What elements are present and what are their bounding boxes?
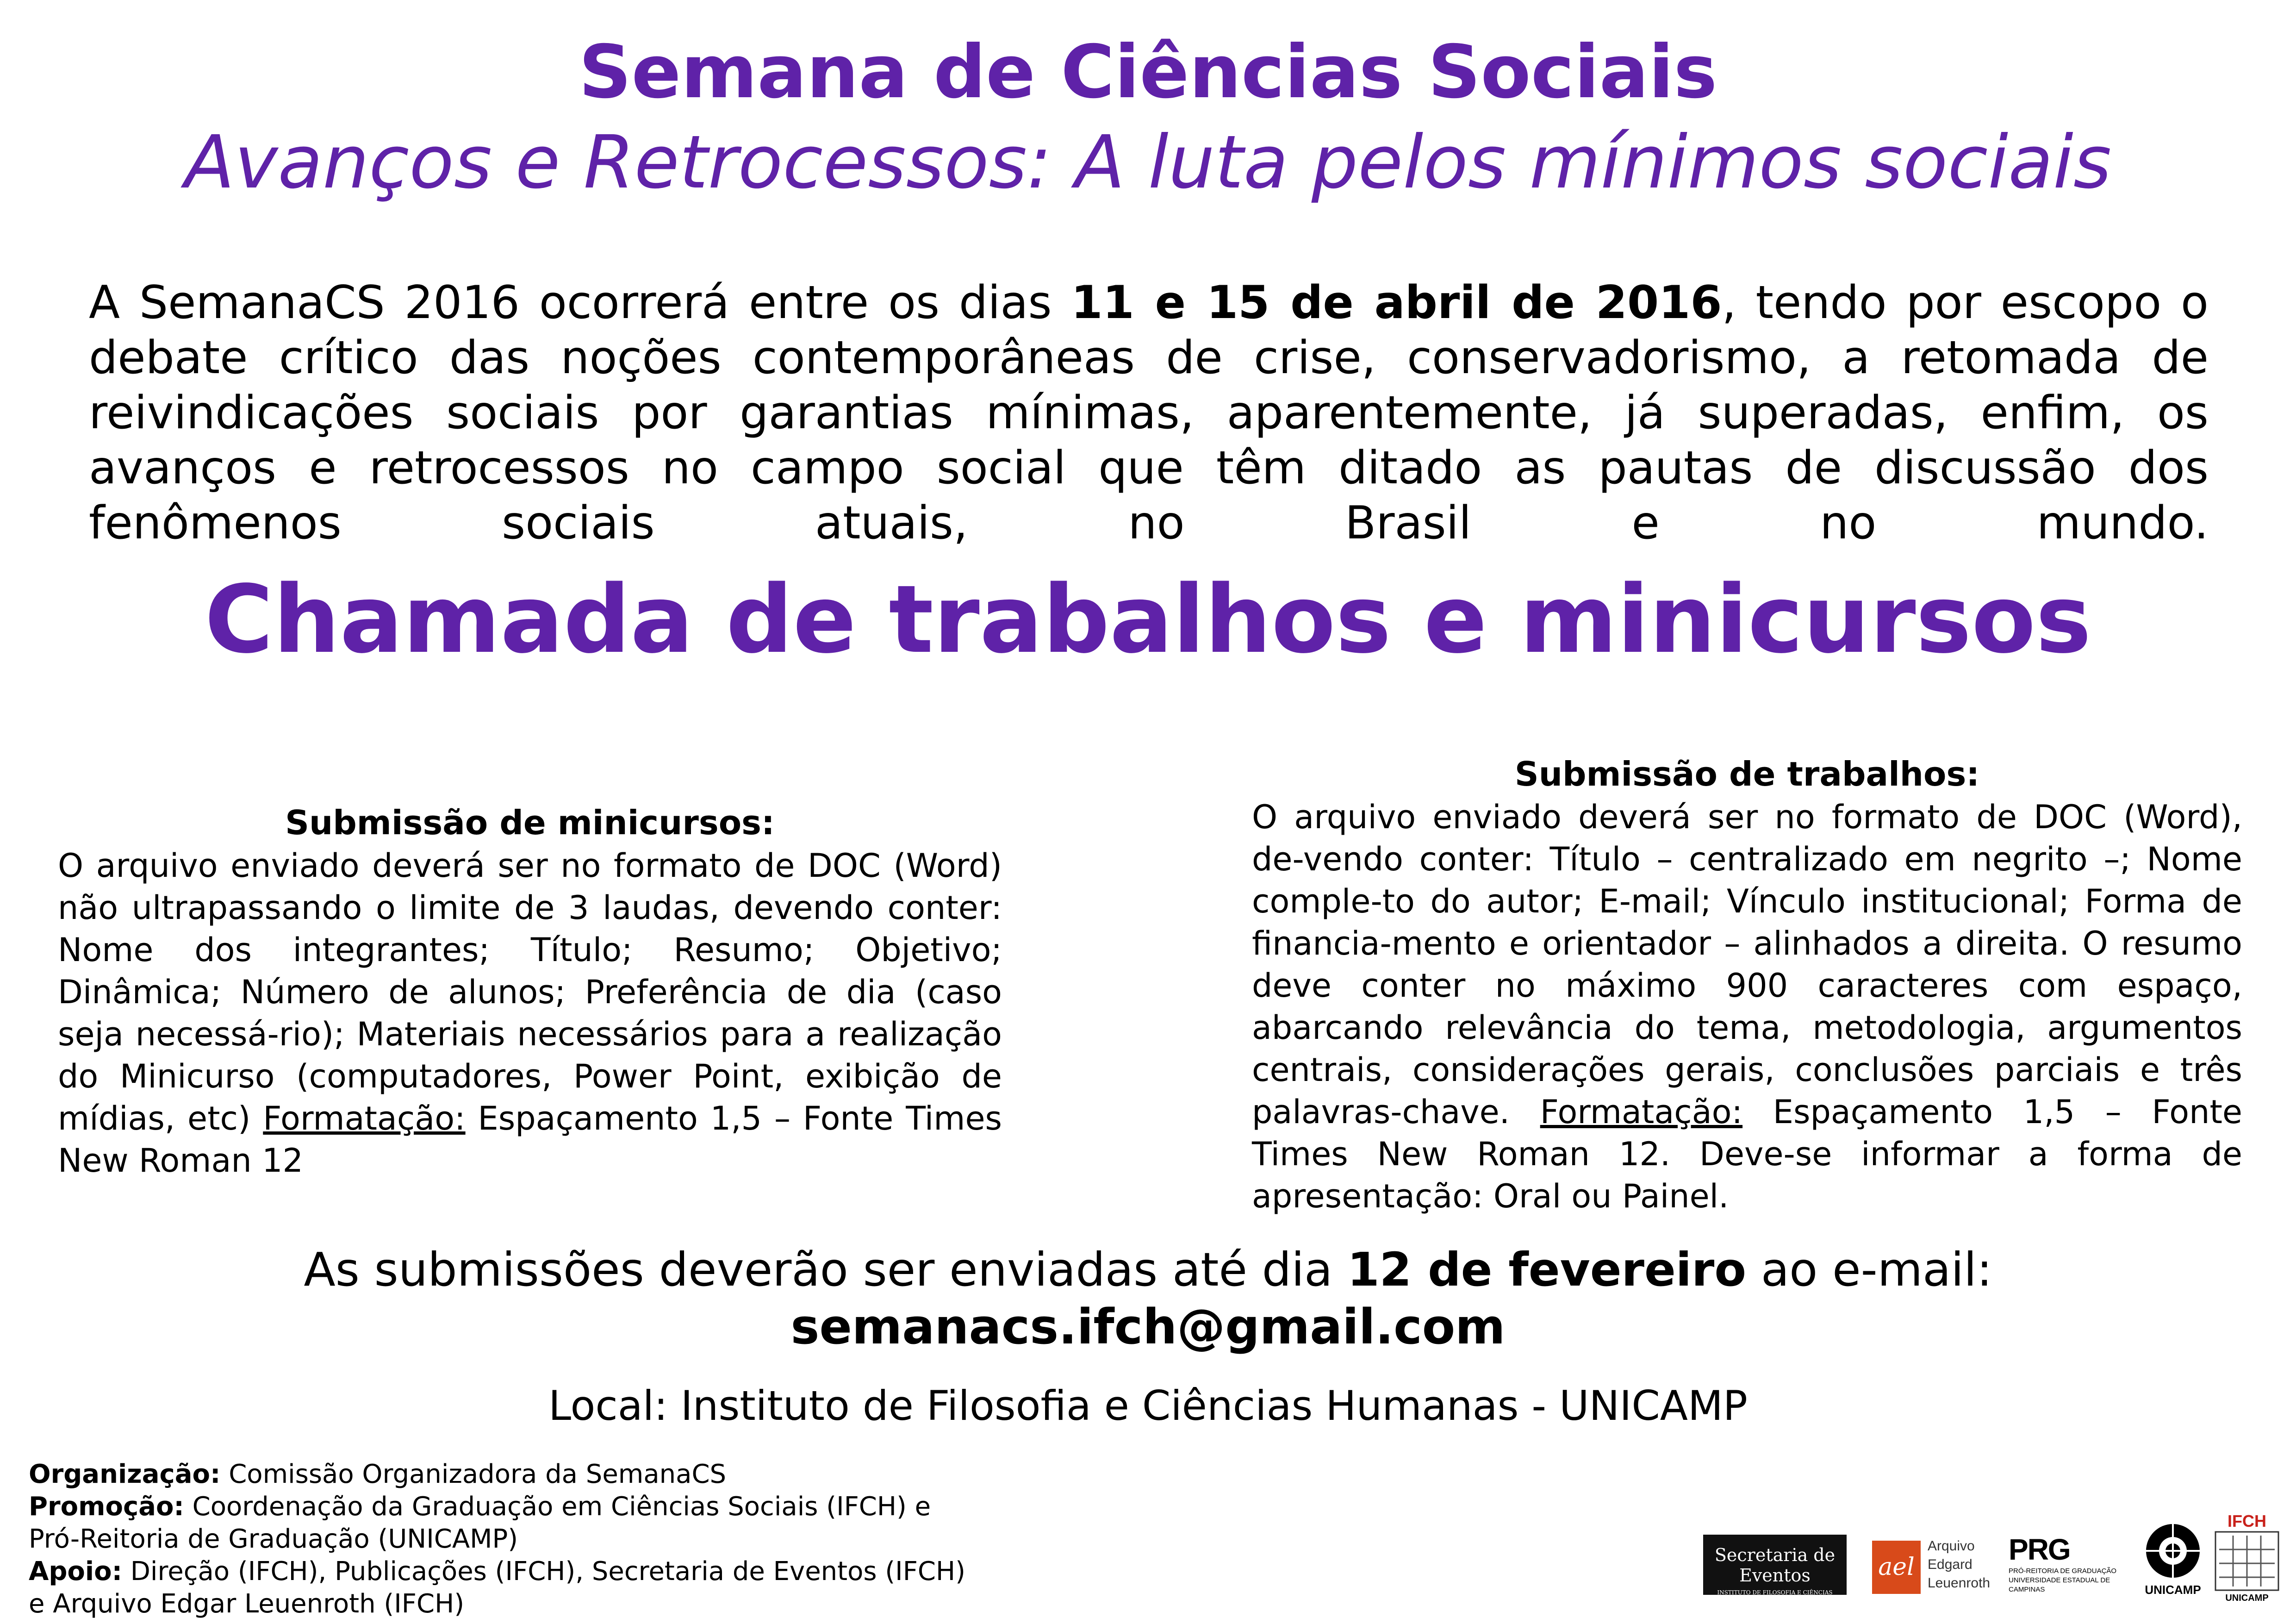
deadline-text-end: ao e-mail: <box>1746 1243 1992 1297</box>
credits-promocao <box>29 1491 965 1523</box>
credits-apoio-cont: e Arquivo Edgar Leuenroth (IFCH) <box>29 1589 465 1619</box>
secretaria-logo-text: Secretaria de Eventos <box>1714 1545 1836 1586</box>
trabalhos-text: O arquivo enviado deverá ser no formato de DOC (Word), de-vendo conter: Título – centralizado em negrito –; Nome comple-to do autor; E-mail; Vínculo institucional; Forma de financia-mento e orientador – alinhados a direita. O resumo deve conter no máximo 900 caracteres com espaço, abarcando relevância do tema, metodologia, argumentos centrais, considerações gerais, conclusões parciais e três palavras-chave. <box>1252 798 2242 1131</box>
minicursos-text: O arquivo enviado deverá ser no formato de DOC (Word) não ultrapassando o limite de 3 laudas, devendo conter: Nome dos integrantes; Título; Resumo; Objetivo; Dinâmica; Número de alunos; Preferência de dia (caso seja necessá-rio); Materiais necessários para a realização do Minicurso (computadores, Power Point, exibição de mídias, etc) <box>58 847 1002 1137</box>
prg-subtext-2: UNIVERSIDADE ESTADUAL DE CAMPINAS <box>2009 1576 2110 1593</box>
page-subtitle: Avanços e Retrocessos: A luta pelos mínimos sociais <box>184 120 2112 205</box>
ael-text-1: Arquivo <box>1928 1538 1975 1554</box>
trabalhos-heading: Submissão de trabalhos: <box>1514 755 1980 793</box>
event-location: Local: Instituto de Filosofia e Ciências Humanas - UNICAMP <box>548 1382 1748 1430</box>
prg-logo <box>2009 1532 2134 1595</box>
intro-dates: 11 e 15 de abril de 2016 <box>1071 276 1722 329</box>
credits-promocao-cont: Pró-Reitoria de Graduação (UNICAMP) <box>29 1524 518 1554</box>
promo-label: Promoção: <box>29 1492 184 1522</box>
submission-email: semanacs.ifch@gmail.com <box>790 1299 1506 1355</box>
trabalhos-body <box>1252 796 2242 1218</box>
minicursos-format-label: Formatação: <box>263 1099 466 1137</box>
secretaria-eventos-logo <box>1703 1535 1847 1602</box>
ael-logo <box>1872 1537 1992 1597</box>
ifch-logo <box>2212 1512 2282 1609</box>
minicursos-body <box>58 845 1002 1182</box>
minicursos-format-text: Espaçamento 1,5 – Fonte Times New Roman 12 <box>58 1099 1002 1180</box>
promo-text: Coordenação da Graduação em Ciências Sociais (IFCH) e <box>184 1492 931 1522</box>
ael-text-3: Leuenroth <box>1928 1575 1991 1591</box>
submission-deadline <box>0 1241 2296 1299</box>
ael-text-2: Edgard <box>1928 1557 1972 1572</box>
ifch-text: IFCH <box>2228 1512 2266 1530</box>
unicamp-emblem-icon <box>2143 1521 2203 1581</box>
page-title: Semana de Ciências Sociais <box>579 30 1717 115</box>
apoio-text: Direção (IFCH), Publicações (IFCH), Secretaria de Eventos (IFCH) <box>122 1556 965 1587</box>
intro-text-rest: , tendo por escopo o debate crítico das noções contemporâneas de crise, conservadorismo, a retomada de reivindicações sociais por garantias mínimas, aparentemente, já superadas, enfim, os avanços e retrocessos no campo social que têm ditado as pautas de discussão dos fenômenos sociais atuais, no Brasil e no mundo. <box>89 276 2209 550</box>
trabalhos-format-text: Espaçamento 1,5 – Fonte Times New Roman 12. Deve-se informar a forma de apresentação: Oral ou Painel. <box>1252 1093 2242 1215</box>
ael-mark: ael <box>1872 1541 1921 1594</box>
ifch-building-icon <box>2215 1531 2279 1591</box>
deadline-text-start: As submissões deverão ser enviadas até dia <box>304 1243 1348 1297</box>
org-label: Organização: <box>29 1459 221 1489</box>
minicursos-section <box>58 801 1002 1182</box>
unicamp-logo <box>2140 1521 2205 1599</box>
intro-text-start: A SemanaCS 2016 ocorrerá entre os dias <box>89 276 1071 329</box>
apoio-label: Apoio: <box>29 1556 122 1587</box>
intro-paragraph <box>89 275 2209 551</box>
prg-text: PRG <box>2009 1533 2070 1566</box>
trabalhos-section <box>1252 752 2242 1218</box>
credits-organizacao <box>29 1458 965 1491</box>
ifch-unicamp-text: UNICAMP <box>2225 1593 2269 1603</box>
call-title: Chamada de trabalhos e minicursos <box>205 565 2091 674</box>
credits-apoio <box>29 1555 965 1588</box>
trabalhos-format-label: Formatação: <box>1540 1093 1743 1131</box>
org-text: Comissão Organizadora da SemanaCS <box>220 1459 727 1489</box>
minicursos-heading: Submissão de minicursos: <box>285 803 775 842</box>
credits <box>29 1458 965 1620</box>
unicamp-text: UNICAMP <box>2145 1583 2201 1597</box>
secretaria-logo-subtext: INSTITUTO DE FILOSOFIA E CIÊNCIAS HUMANAS <box>1717 1589 1833 1602</box>
prg-subtext-1: PRÓ-REITORIA DE GRADUAÇÃO <box>2009 1567 2117 1575</box>
deadline-date: 12 de fevereiro <box>1347 1243 1747 1297</box>
